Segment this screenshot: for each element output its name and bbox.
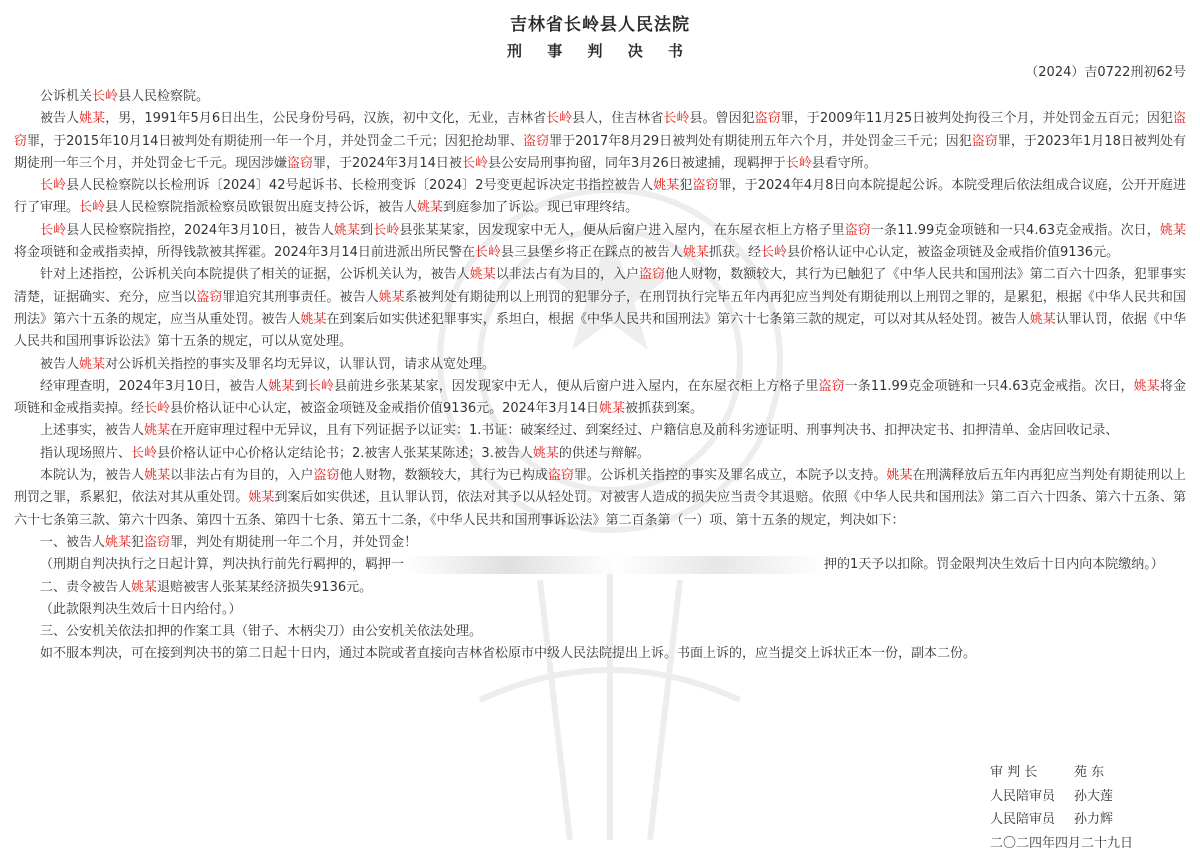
paragraph-evidence: 上述事实，被告人姚某在开庭审理过程中无异议，且有下列证据予以证实：1.书证：破案经过、到案经过、户籍信息及前科劣迹证明、刑事判决书、扣押决定书、扣押清单、金店回收记录、 [40, 423, 1119, 439]
highlighted-term: 长岭 [785, 155, 812, 171]
highlighted-term: 盗窃 [844, 222, 871, 238]
highlighted-term: 盗窃 [971, 133, 998, 149]
paragraph-prosecutor: 公诉机关长岭县人民检察院。 [40, 89, 210, 104]
highlighted-term: 姚某 [268, 378, 295, 394]
highlighted-term: 姚某 [105, 534, 132, 550]
paragraph-evidence-continued: 指认现场照片、长岭县价格认证中心价格认定结论书；2.被害人张某某陈述；3.被告人姚某的供述与辩解。 [40, 445, 650, 461]
verdict-item-2-note: （此款限判决生效后十日内给付。） [40, 601, 242, 617]
highlighted-term: 姚某 [599, 401, 626, 417]
highlighted-term: 姚某 [378, 289, 405, 305]
highlighted-term: 姚某 [131, 579, 158, 595]
highlighted-term: 盗窃 [692, 178, 719, 194]
highlighted-term: 长岭 [40, 222, 67, 238]
paragraph-prosecution-opinion: 针对上述指控，公诉机关向本院提供了相关的证据，公诉机关认为，被告人姚某以非法占有为目的，入户盗窃他人财物，数额较大，其行为已触犯了《中华人民共和国刑法》第二百六十四条，犯罪事实清楚，证据确实、充分，应当以盗窃罪追究其刑事责任。被告人姚某系被判处有期徒刑以上刑罚的犯罪分子，在刑罚执行完毕五年内再犯应当判处有期徒刑以上刑罚之罪的，是累犯，根据《中华人民共和国刑法》第六十五条的规定，应当从重处罚。被告人姚某在到案后如实供述犯罪事实，系坦白，根据《中华人民共和国刑法》第六十七条第三款的规定，可以对其从轻处罚。被告人姚某认罪认罚，依据《中华人民共和国刑事诉讼法》第十五条的规定，可以从宽处理。 [14, 267, 1186, 350]
highlighted-term: 姚某 [1159, 222, 1186, 238]
paragraph-procedure: 长岭县人民检察院以长检刑诉〔2024〕42号起诉书、长检刑变诉〔2024〕2号变更起诉决定书指控被告人姚某犯盗窃罪，于2024年4月8日向本院提起公诉。本院受理后依法组成合议庭，公开开庭进行了审理。长岭县人民检察院指派检察员欧银贺出庭支持公诉，被告人姚某到庭参加了诉讼。现已审理终结。 [14, 178, 1186, 216]
signature-row [990, 762, 1190, 786]
paragraph-court-opinion: 本院认为，被告人姚某以非法占有为目的，入户盗窃他人财物，数额较大，其行为已构成盗窃罪。公诉机关指控的事实及罪名成立，本院予以支持。姚某在刑满释放后五年内再犯应当判处有期徒刑以上刑罚之罪，系累犯，依法对其从重处罚。姚某到案后如实供述，且认罪认罚，依法对其予以从轻处罚。对被害人造成的损失应当责令其退赔。依照《中华人民共和国刑法》第二百六十四条、第六十五条、第六十七条第三款、第六十四条、第四十五条、第四十七条、第五十二条，《中华人民共和国刑事诉讼法》第二百条第（一）项、第十五条的规定，判决如下： [14, 468, 1186, 528]
highlighted-term: 盗窃 [639, 267, 666, 283]
signature-block [990, 762, 1190, 856]
signature-role: 审 判 长 [990, 765, 1038, 780]
signature-name: 孙力辉 [1074, 812, 1114, 827]
highlighted-term: 长岭 [373, 222, 400, 238]
highlighted-term: 盗窃 [547, 468, 574, 484]
paragraph-findings: 经审理查明，2024年3月10日，被告人姚某到长岭县前进乡张某某家，因发现家中无人，便从后窗户进入屋内，在东屋衣柜上方格子里盗窃一条11.99克金项链和一只4.63克金戒指。次日，姚某将金项链和金戒指卖掉。经长岭县价格认证中心认定，被盗金项链及金戒指价值9136元。2024年3月14日姚某被抓获到案。 [14, 378, 1186, 417]
signature-name: 孙大莲 [1074, 788, 1114, 804]
verdict-item-1-note-end: 押的1天予以扣除。罚金限判决生效后十日内向本院缴纳。） [824, 557, 1164, 573]
highlighted-term: 姚某 [144, 423, 171, 439]
highlighted-term: 姚某 [469, 267, 496, 283]
paragraph-defendant-plea: 被告人姚某对公诉机关指控的事实及罪名均无异议，认罪认罚，请求从宽处理。 [40, 356, 496, 372]
highlighted-term: 长岭 [307, 378, 334, 394]
highlighted-term: 盗窃 [144, 534, 171, 550]
highlighted-term: 姚某 [144, 468, 171, 484]
signature-role: 人民陪审员 [990, 788, 1056, 804]
case-number: （2024）吉0722刑初62号 [1025, 65, 1186, 80]
signature-row [990, 809, 1190, 833]
highlighted-term: 盗窃 [523, 133, 550, 149]
signature-name: 苑 东 [1074, 765, 1105, 780]
highlighted-term: 姚某 [248, 490, 275, 506]
verdict-item-3: 三、公安机关依法扣押的作案工具（钳子、木柄尖刀）由公安机关依法处理。 [40, 624, 483, 640]
verdict-item-1-note-start: （刑期自判决执行之日起计算，判决执行前先行羁押的，羁押一 [40, 557, 405, 573]
document-header [0, 13, 1200, 63]
highlighted-term: 盗窃 [818, 378, 845, 394]
highlighted-term: 长岭 [461, 155, 488, 171]
highlighted-term: 长岭 [92, 89, 119, 104]
highlighted-term: 姚某 [653, 178, 680, 194]
paragraph-indictment: 长岭县人民检察院指控，2024年3月10日，被告人姚某到长岭县张某某家，因发现家中无人，便从后窗户进入屋内，在东屋衣柜上方格子里盗窃一条11.99克金项链和一只4.63克金戒指。次日，姚某将金项链和金戒指卖掉，所得钱款被其挥霍。2024年3月14日前进派出所民警在长岭县三县堡乡将正在踩点的被告人姚某抓获。经长岭县价格认证中心认定，被盗金项链及金戒指价值9136元。 [14, 222, 1186, 261]
highlighted-term: 姚某 [682, 245, 709, 261]
verdict-item-1: 一、被告人姚某犯盗窃罪，判处有期徒刑一年二个月，并处罚金！ [40, 534, 418, 550]
highlighted-term: 长岭 [760, 245, 787, 261]
highlighted-term: 姚某 [1029, 311, 1056, 327]
highlighted-term: 长岭 [474, 245, 501, 261]
highlighted-term: 姚某 [532, 445, 559, 461]
judgment-body [14, 86, 1186, 666]
signature-row [990, 786, 1190, 810]
court-name: 吉林省长岭县人民法院 [510, 15, 690, 35]
highlighted-term: 盗窃 [754, 111, 781, 127]
highlighted-term: 长岭 [546, 111, 573, 127]
highlighted-term: 盗窃 [313, 468, 340, 484]
highlighted-term: 姚某 [886, 468, 913, 484]
highlighted-term: 盗窃 [14, 111, 1186, 149]
highlighted-term: 姚某 [79, 111, 106, 127]
judgment-date: 二〇二四年四月二十九日 [990, 835, 1134, 851]
signature-role: 人民陪审员 [990, 812, 1056, 827]
document-type-title: 刑 事 判 决 书 [507, 42, 693, 60]
verdict-item-2: 二、责令被告人姚某退赔被害人张某某经济损失9136元。 [40, 579, 373, 595]
highlighted-term: 长岭 [40, 178, 67, 194]
highlighted-term: 长岭 [131, 445, 158, 461]
appeal-notice: 如不服本判决，可在接到判决书的第二日起十日内，通过本院或者直接向吉林省松原市中级人民法院提出上诉。书面上诉的，应当提交上诉状正本一份，副本二份。 [40, 646, 977, 662]
highlighted-term: 姚某 [1133, 378, 1160, 394]
highlighted-term: 长岭 [144, 401, 171, 417]
highlighted-term: 长岭 [663, 111, 690, 127]
highlighted-term: 姚某 [333, 222, 361, 238]
highlighted-term: 姚某 [300, 311, 327, 327]
verdict-item-1-note [14, 554, 1186, 576]
highlighted-term: 盗窃 [287, 155, 314, 171]
highlighted-term: 姚某 [417, 200, 444, 216]
highlighted-term: 姚某 [79, 356, 106, 372]
highlighted-term: 盗窃 [196, 289, 223, 305]
redaction-blur [404, 556, 824, 574]
highlighted-term: 长岭 [79, 200, 106, 216]
paragraph-defendant-info: 被告人姚某，男，1991年5月6日出生，公民身份号码，汉族，初中文化，无业，吉林省长岭县人，住吉林省长岭县。曾因犯盗窃罪，于2009年11月25日被判处拘役三个月，并处罚金五百元；因犯盗窃罪，于2015年10月14日被判处有期徒刑一年一个月，并处罚金二千元；因犯抢劫罪、盗窃罪于2017年8月29日被判处有期徒刑五年六个月，并处罚金三千元；因犯盗窃罪，于2023年1月18日被判处有期徒刑一年三个月，并处罚金七千元。现因涉嫌盗窃罪，于2024年3月14日被长岭县公安局刑事拘留，同年3月26日被逮捕，现羁押于长岭县看守所。 [14, 111, 1186, 171]
